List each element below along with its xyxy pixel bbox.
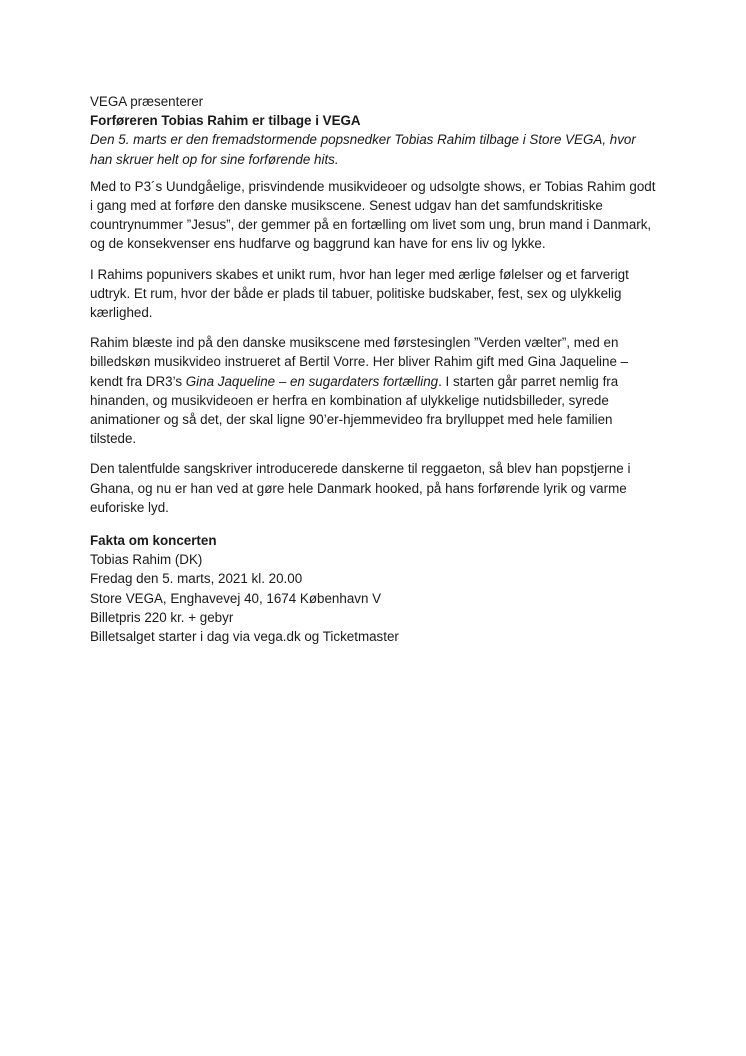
- headline: Forføreren Tobias Rahim er tilbage i VEGA: [90, 113, 361, 129]
- show-title: Gina Jaqueline – en sugardaters fortælling: [185, 373, 439, 389]
- facts-section: [90, 531, 660, 646]
- body-paragraph-2: I Rahims popunivers skabes et unikt rum, hvor han leger med ærlige følelser og et farverigt udtryk. Et rum, hvor der både er plads til tabuer, politiske budskaber, fest, sex og ulykkelig kærlighed.: [90, 266, 629, 321]
- lead-paragraph: Den 5. marts er den fremadstormende popsnedker Tobias Rahim tilbage i Store VEGA, hvor han skruer helt op for sine forførende hits.: [90, 132, 636, 167]
- presenter-line: VEGA præsenterer: [90, 94, 204, 109]
- body-paragraph-3-text-a: Rahim blæste ind på den danske musikscene med førstesinglen ”Verden vælter”, med en billedskøn musikvideo instrueret af Bertil Vorre. Her bliver Rahim gift med Gina Jaqueline – kendt fra DR3’s: [90, 335, 629, 389]
- fact-date: Fredag den 5. marts, 2021 kl. 20.00: [90, 571, 303, 587]
- fact-price: Billetpris 220 kr. + gebyr: [90, 609, 234, 625]
- header-block: [90, 92, 660, 169]
- body-paragraph-1: Med to P3´s Uundgåelige, prisvindende musikvideoer og udsolgte shows, er Tobias Rahim godt i gang med at forføre den danske musikscene. Senest udgav han det samfundskritiske countrynummer ”Jesus”, der gemmer på en fortælling om livet som ung, brun mand i Danmark, og de konsekvenser ens hudfarve og baggrund kan have for ens liv og lykke.: [90, 178, 656, 252]
- body-paragraph-3: [90, 333, 660, 448]
- body-paragraph-3-text-b: . I starten går parret nemlig fra hinanden, og musikvideoen er herfra en kombination af ulykkelige nutidsbilleder, syrede animationer og så det, der skal ligne 90’er-hjemmevideo fra brylluppet med hele familien tilstede.: [90, 373, 619, 447]
- fact-artist: Tobias Rahim (DK): [90, 552, 203, 568]
- fact-venue: Store VEGA, Enghavevej 40, 1674 København V: [90, 590, 382, 606]
- fact-tickets: Billetsalget starter i dag via vega.dk og Ticketmaster: [90, 629, 399, 645]
- body-paragraph-4: Den talentfulde sangskriver introducerede danskerne til reggaeton, så blev han popstjerne i Ghana, og nu er han ved at gøre hele Danmark hooked, på hans forførende lyrik og varme euforiske lyd.: [90, 461, 631, 515]
- press-release: [90, 92, 660, 646]
- facts-title: Fakta om koncerten: [90, 533, 217, 549]
